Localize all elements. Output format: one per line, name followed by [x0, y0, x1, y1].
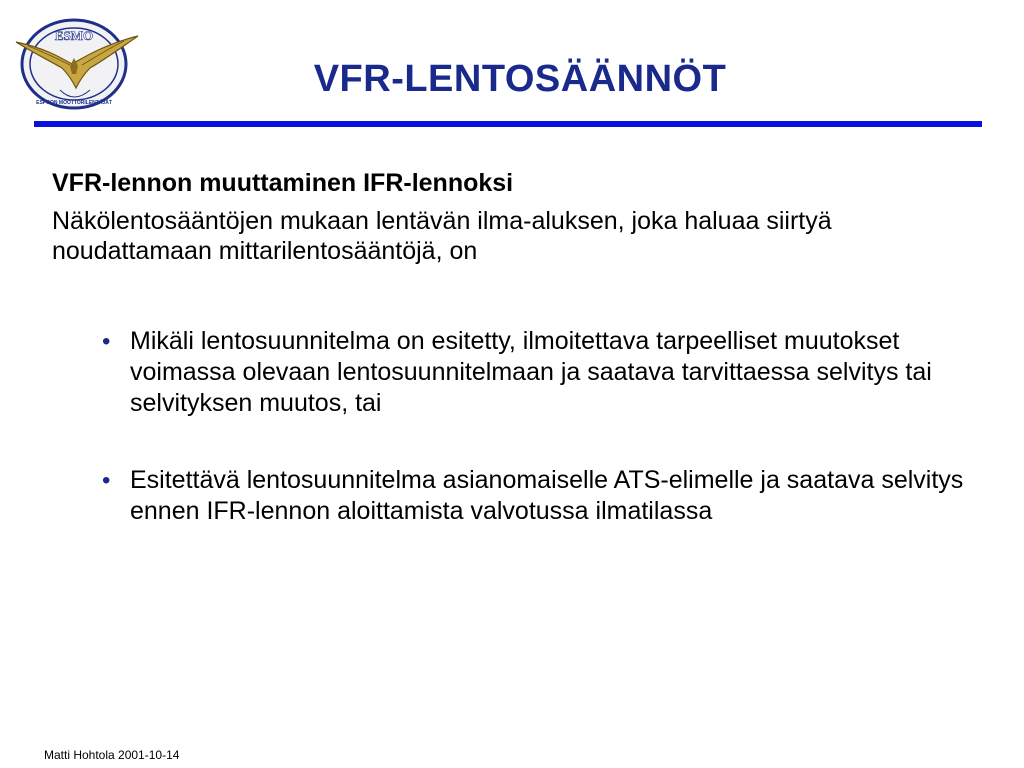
list-item	[52, 326, 982, 419]
logo-ring-text: ESPOON MOOTTORILENTÄJÄT	[36, 100, 112, 106]
bullet-dot-icon: •	[102, 467, 111, 494]
bullet-text: Mikäli lentosuunnitelma on esitetty, ilmoitettava tarpeelliset muutokset voimassa olevaan lentosuunnitelmaan ja saatava tarvittaessa selvitys tai selvityksen muutos, tai	[130, 327, 932, 417]
intro-paragraph: Näkölentosääntöjen mukaan lentävän ilma-aluksen, joka haluaa siirtyä noudattamaan mittarilentosääntöjä, on	[52, 207, 832, 265]
esmo-logo	[14, 14, 140, 114]
list-item	[52, 465, 982, 527]
bullet-list	[52, 326, 982, 527]
slide-body	[52, 168, 982, 527]
bullet-dot-icon: •	[102, 328, 111, 355]
title-divider	[34, 121, 982, 127]
page-title: VFR-LENTOSÄÄNNÖT	[313, 58, 727, 100]
esmo-eagle-emblem-icon	[14, 14, 140, 114]
bullet-text: Esitettävä lentosuunnitelma asianomaiselle ATS-elimelle ja saatava selvitys ennen IFR-lennon aloittamista valvotussa ilmatilassa	[130, 466, 964, 525]
logo-top-text: ESMO	[54, 28, 94, 43]
footer-author-date: Matti Hohtola 2001-10-14	[44, 748, 180, 762]
section-subheading: VFR-lennon muuttaminen IFR-lennoksi	[52, 169, 514, 197]
